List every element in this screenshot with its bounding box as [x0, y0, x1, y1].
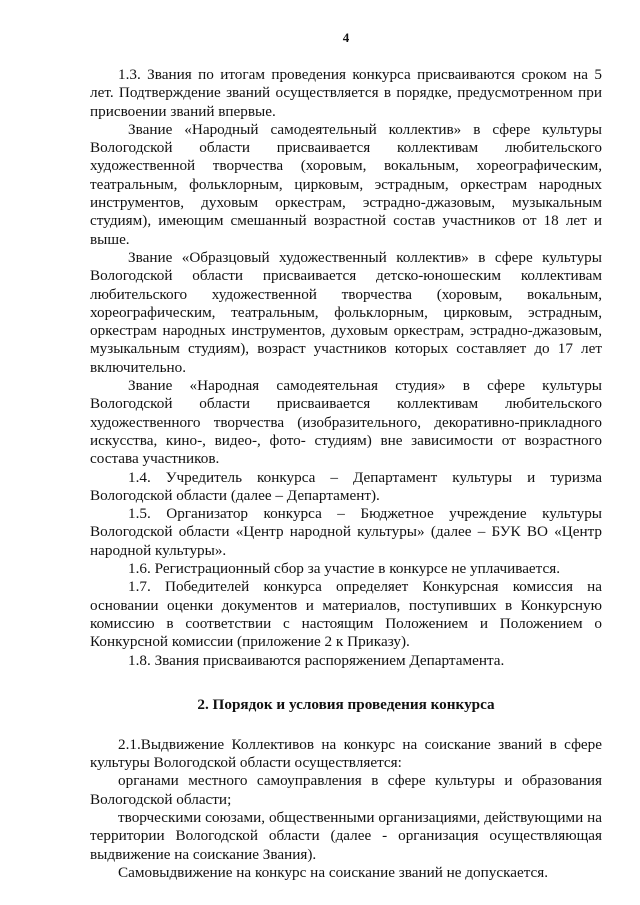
- paragraph-1-4: 1.4. Учредитель конкурса – Департамент культуры и туризма Вологодской области (далее – Департамент).: [90, 468, 602, 504]
- paragraph-narodny-kollektiv: Звание «Народный самодеятельный коллектив» в сфере культуры Вологодской области присваивается коллективам любительского художественной творчества (хоровым, вокальным, хореографическим, театральным, фольклорным, цирковым, эстрадным, оркестрам народных инструментов, духовым оркестрам, эстрадно-джазовым, музыкальным студиям), имеющим смешанный возрастной состав участников от 18 лет и выше.: [90, 120, 602, 248]
- paragraph-obraztsovy-kollektiv: Звание «Образцовый художественный коллектив» в сфере культуры Вологодской области присваивается детско-юношеским коллективам любительского художественной творчества (хоровым, вокальным, хореографическим, театральным, фольклорным, цирковым, эстрадным, оркестрам народных инструментов, духовым оркестрам, эстрадно-джазовым, музыкальным студиям), возраст участников которых составляет до 17 лет включительно.: [90, 248, 602, 376]
- paragraph-self-nomination: Самовыдвижение на конкурс на соискание званий не допускается.: [118, 863, 549, 881]
- section-2-heading: 2. Порядок и условия проведения конкурса: [197, 695, 495, 713]
- paragraph-1-8: 1.8. Звания присваиваются распоряжением Департамента.: [128, 651, 505, 669]
- paragraph-1-3: 1.3. Звания по итогам проведения конкурса присваиваются сроком на 5 лет. Подтверждение званий осуществляется в порядке, предусмотренном при присвоении званий впервые.: [90, 66, 602, 120]
- paragraph-municipal-bodies: органами местного самоуправления в сфере культуры и образования Вологодской области;: [90, 772, 602, 808]
- paragraph-2-1: 2.1.Выдвижение Коллективов на конкурс на соискание званий в сфере культуры Вологодской области осуществляется:: [90, 735, 602, 772]
- paragraph-1-6: 1.6. Регистрационный сбор за участие в конкурсе не уплачивается.: [128, 560, 561, 578]
- paragraph-narodnaya-studiya: Звание «Народная самодеятельная студия» в сфере культуры Вологодской области присваивается коллективам любительского художественного творчества (изобразительного, декоративно-прикладного искусства, кино-, видео-, фото- студиям) вне зависимости от возрастного состава участников.: [90, 377, 602, 468]
- paragraph-1-5: 1.5. Организатор конкурса – Бюджетное учреждение культуры Вологодской области «Центр народной культуры» (далее – БУК ВО «Центр народной культуры».: [90, 505, 602, 559]
- paragraph-creative-unions: творческими союзами, общественными организациями, действующими на территории Вологодской области (далее - организация осуществляющая выдвижение на соискание Звания).: [90, 808, 602, 863]
- section-1-body: [90, 66, 602, 670]
- page-number: 4: [342, 30, 350, 45]
- paragraph-1-7: 1.7. Победителей конкурса определяет Конкурсная комиссия на основании оценки документов и материалов, поступивших в Конкурсную комиссию в соответствии с настоящим Положением и Положением о Конкурсной комиссии (приложение 2 к Приказу).: [90, 578, 602, 651]
- section-2-body: [90, 736, 602, 882]
